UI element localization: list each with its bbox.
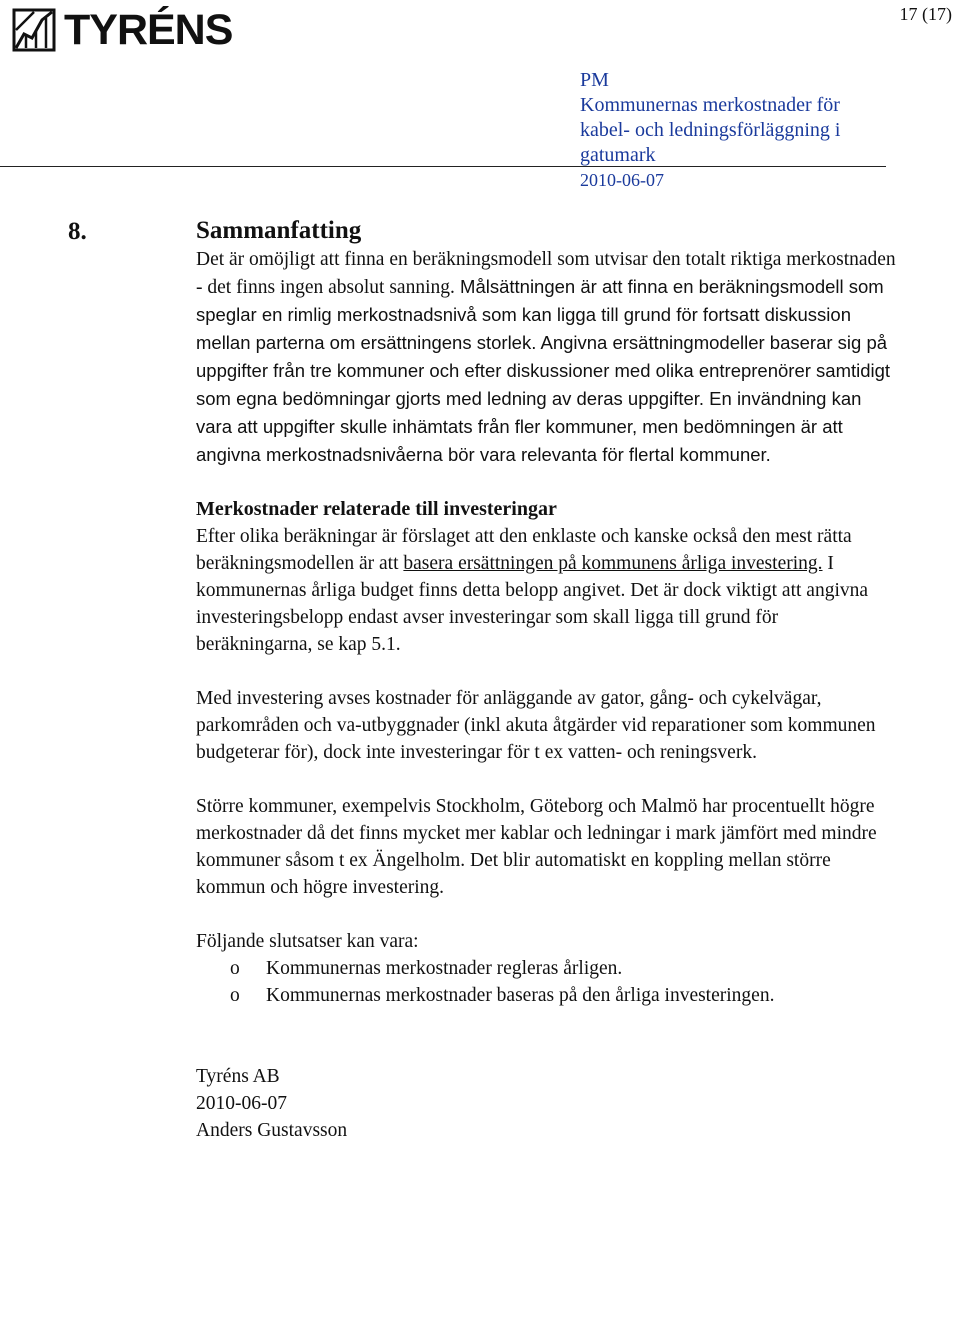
- section-number: 8.: [68, 218, 87, 245]
- signature-name: Anders Gustavsson: [196, 1120, 348, 1141]
- summary-text-serif: Det är omöjligt att finna en beräkningsmodell som utvisar den totalt riktiga merkostnaden - det finns ingen absolut sanning.: [196, 249, 896, 298]
- document-header-info: [580, 68, 886, 193]
- company-logo: [12, 8, 232, 52]
- investment-text-a: Efter olika beräkningar är förslaget att den enklaste och kanske också den mest rätta beräkningsmodellen är att: [196, 526, 852, 574]
- list-item-text: Kommunernas merkostnader regleras årligen.: [266, 958, 623, 979]
- larger-municipalities-paragraph: Större kommuner, exempelvis Stockholm, Göteborg och Malmö har procentuellt högre merkostnader då det finns mycket mer kablar och ledningar i mark jämfört med mindre kommuner såsom t ex Ängelholm. Det blir automatiskt en koppling mellan större kommun och högre investering.: [196, 796, 877, 898]
- doc-title-line-3: gatumark: [580, 144, 656, 166]
- signature-company: Tyréns AB: [196, 1066, 280, 1087]
- conclusions-list: [196, 955, 896, 1009]
- summary-paragraph: [196, 246, 896, 469]
- logo-wordmark: TYRÉNS: [64, 6, 233, 54]
- investment-paragraph: [196, 523, 896, 658]
- page-number: 17 (17): [899, 4, 952, 24]
- bullet-marker: o: [230, 985, 240, 1006]
- document-body: [196, 216, 896, 1144]
- tyrens-logo-mark-icon: [12, 8, 56, 52]
- list-item: [196, 982, 896, 1009]
- doc-type: PM: [580, 69, 609, 91]
- investment-definition-paragraph: Med investering avses kostnader för anläggande av gator, gång- och cykelvägar, parkområden och va-utbyggnader (inkl akuta åtgärder vid reparationer som kommunen budgeterar för), dock inte investeringar för t ex vatten- och reningsverk.: [196, 688, 876, 763]
- list-item-text: Kommunernas merkostnader baseras på den årliga investeringen.: [266, 985, 775, 1006]
- doc-date: 2010-06-07: [580, 170, 664, 190]
- signature-block: [196, 1063, 896, 1117]
- investment-text-underlined: basera ersättningen på kommunens årliga investering.: [403, 553, 823, 574]
- subsection-title: Merkostnader relaterade till investeringar: [196, 498, 557, 520]
- signature-date: 2010-06-07: [196, 1093, 287, 1114]
- header-divider: [0, 166, 886, 167]
- bullet-marker: o: [230, 958, 240, 979]
- list-item: [196, 955, 896, 982]
- doc-title-line-1: Kommunernas merkostnader för: [580, 94, 840, 116]
- summary-text-sans: Målsättningen är att finna en beräkningsmodell som speglar en rimlig merkostnadsnivå som kan ligga till grund för fortsatt diskussion mellan parterna om ersättningens storlek. Angivna ersättningmodeller baserar sig på uppgifter från tre kommuner och efter diskussioner med olika entreprenörer samtidigt som egna bedömningar gjorts med ledning av deras uppgifter. En invändning kan vara att uppgifter skulle inhämtats från fler kommuner, men bedömningen är att angivna merkostnadsnivåerna bör vara relevanta för flertal kommuner.: [196, 276, 891, 465]
- investment-text-b: I kommunernas årliga budget finns detta belopp angivet. Det är dock viktigt att angivna investeringsbelopp endast avser investeringar som skall ligga till grund för beräkningarna, se kap 5.1.: [196, 553, 869, 655]
- doc-title-line-2: kabel- och ledningsförläggning i: [580, 119, 841, 141]
- conclusions-intro: Följande slutsatser kan vara:: [196, 931, 419, 952]
- section-title: Sammanfatting: [196, 217, 362, 244]
